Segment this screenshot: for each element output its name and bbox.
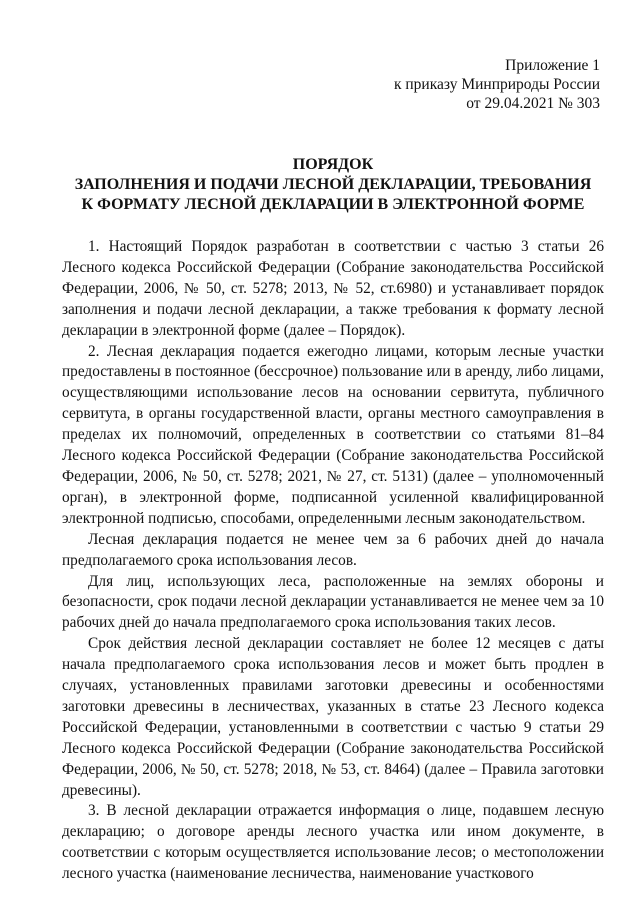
annex-line: Приложение 1 (505, 57, 600, 74)
title-line: ПОРЯДОК (292, 156, 374, 173)
paragraph-3: 3. В лесной декларации отражается информация о лице, подавшем лесную декларацию; о договоре аренды лесного участка или ином документе, в соответствии с которым осуществляется использование лесов; о местоположении лесного участка (наименование лесничества, наименование участкового (62, 802, 604, 883)
paragraph-defense-lands: Для лиц, использующих леса, расположенные на землях обороны и безопасности, срок подачи лесной декларации устанавливается не менее чем за 10 рабочих дней до начала предполагаемого срока использования таких лесов. (62, 572, 604, 632)
title-line: ЗАПОЛНЕНИЯ И ПОДАЧИ ЛЕСНОЙ ДЕКЛАРАЦИИ, ТРЕБОВАНИЯ (74, 176, 592, 193)
paragraph-validity: Срок действия лесной декларации составляет не более 12 месяцев с даты начала предполагаемого срока использования лесов и может быть продлен в случаях, установленных правилами заготовки древесины и особенностями заготовки древесины в лесничествах, указанных в статье 23 Лесного кодекса Российской Федерации, установленными в соответствии с частью 9 статьи 29 Лесного кодекса Российской Федерации (Собрание законодательства Российской Федерации, 2006, № 50, ст. 5278; 2018, № 53, ст. 8464) (далее – Правила заготовки древесины). (62, 635, 604, 799)
annex-date-line: от 29.04.2021 № 303 (466, 95, 600, 112)
document-body (62, 237, 604, 885)
annex-header (62, 56, 600, 113)
paragraph-1: 1. Настоящий Порядок разработан в соответствии с частью 3 статьи 26 Лесного кодекса Российской Федерации (Собрание законодательства Российской Федерации, 2006, № 50, ст. 5278; 2013, № 52, ст.6980) и устанавливает порядок заполнения и подачи лесной декларации, а также требования к формату лесной декларации в электронной форме (далее – Порядок). (62, 238, 604, 339)
title-line: К ФОРМАТУ ЛЕСНОЙ ДЕКЛАРАЦИИ В ЭЛЕКТРОННОЙ ФОРМЕ (81, 196, 585, 213)
paragraph-2: 2. Лесная декларация подается ежегодно лицами, которым лесные участки предоставлены в постоянное (бессрочное) пользование или в аренду, либо лицами, осуществляющими использование лесов на основании сервитута, публичного сервитута, в органы государственной власти, органы местного самоуправления в пределах их полномочий, определенных в соответствии со статьями 81–84 Лесного кодекса Российской Федерации (Собрание законодательства Российской Федерации, 2006, № 50, ст. 5278; 2021, № 27, ст. 5131) (далее – уполномоченный орган), в электронной форме, подписанной усиленной квалифицированной электронной подписью, способами, определенными лесным законодательством. (62, 342, 604, 527)
document-title (62, 155, 604, 215)
paragraph-deadline: Лесная декларация подается не менее чем за 6 рабочих дней до начала предполагаемого срока использования лесов. (62, 530, 604, 569)
annex-order-line: к приказу Минприроды России (393, 76, 600, 93)
